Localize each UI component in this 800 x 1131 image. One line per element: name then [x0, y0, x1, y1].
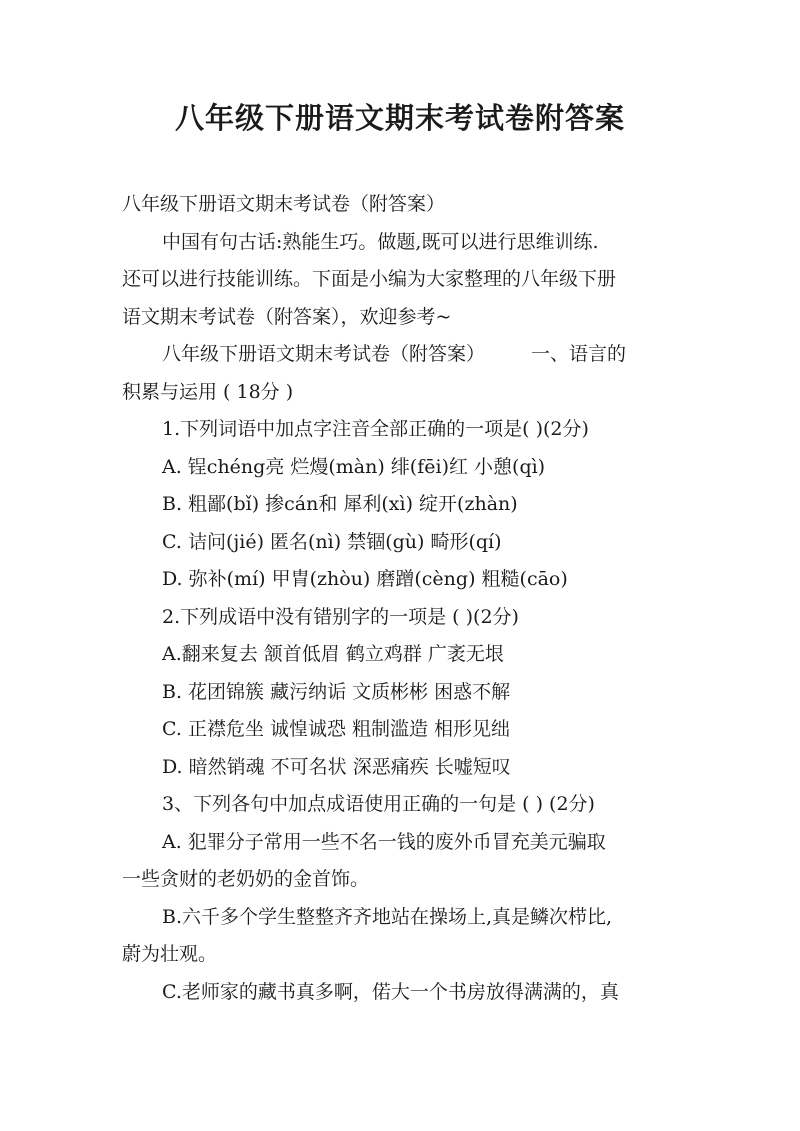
question-3-option-b-continued: 蔚为壮观。 [122, 943, 218, 965]
question-3-option-a: A. 犯罪分子常用一些不名一钱的废外币冒充美元骗取 [162, 830, 606, 853]
section-heading: 八年级下册语文期末考试卷（附答案） [162, 343, 486, 365]
question-2: 2.下列成语中没有错别字的一项是 ( )(2分) [162, 605, 519, 628]
question-2-option-b: B. 花团锦簇 藏污纳诟 文质彬彬 困惑不解 [162, 680, 511, 703]
section-heading-line [122, 336, 682, 374]
question-2-option-a: A.翻来复去 颔首低眉 鹤立鸡群 广袤无垠 [162, 643, 504, 665]
question-2-option-d: D. 暗然销魂 不可名状 深恶痛疾 长嘘短叹 [162, 755, 511, 778]
question-2-option-c: C. 正襟危坐 诚惶诚恐 粗制滥造 相形见绌 [162, 718, 511, 740]
question-1-option-a: A. 锃chéng亮 烂熳(màn) 绯(fēi)红 小憩(qì) [162, 455, 546, 478]
subtitle-line: 八年级下册语文期末考试卷（附答案） [122, 193, 446, 215]
intro-paragraph-line: 还可以进行技能训练。下面是小编为大家整理的八年级下册 [122, 268, 617, 290]
document-title: 八年级下册语文期末考试卷附答案 [174, 101, 625, 135]
intro-paragraph-line: 中国有句古话:熟能生巧。做题,既可以进行思维训练. [162, 230, 599, 253]
question-3-option-b: B.六千多个学生整整齐齐地站在操场上,真是鳞次栉比, [162, 905, 613, 928]
question-3-option-a-continued: 一些贪财的老奶奶的金首饰。 [122, 868, 370, 890]
intro-paragraph-line: 语文期末考试卷（附答案），欢迎参考~ [122, 305, 452, 328]
question-1-option-d: D. 弥补(mí) 甲胄(zhòu) 磨蹭(cèng) 粗糙(cāo) [162, 568, 568, 590]
question-1-option-c: C. 诘问(jié) 匿名(nì) 禁锢(gù) 畸形(qí) [162, 530, 502, 553]
question-1: 1.下列词语中加点字注音全部正确的一项是( )(2分) [162, 418, 589, 440]
section-part-label: 一、语言的 [531, 343, 627, 365]
question-1-option-b: B. 粗鄙(bǐ) 掺cán和 犀利(xì) 绽开(zhàn) [162, 493, 518, 515]
document-body [122, 186, 682, 1011]
question-3-option-c: C.老师家的藏书真多啊，偌大一个书房放得满满的，真 [162, 980, 619, 1003]
question-3: 3、下列各句中加点成语使用正确的一句是 ( ) (2分) [162, 793, 595, 815]
section-heading-continued: 积累与运用 ( 18分 ) [122, 380, 294, 403]
